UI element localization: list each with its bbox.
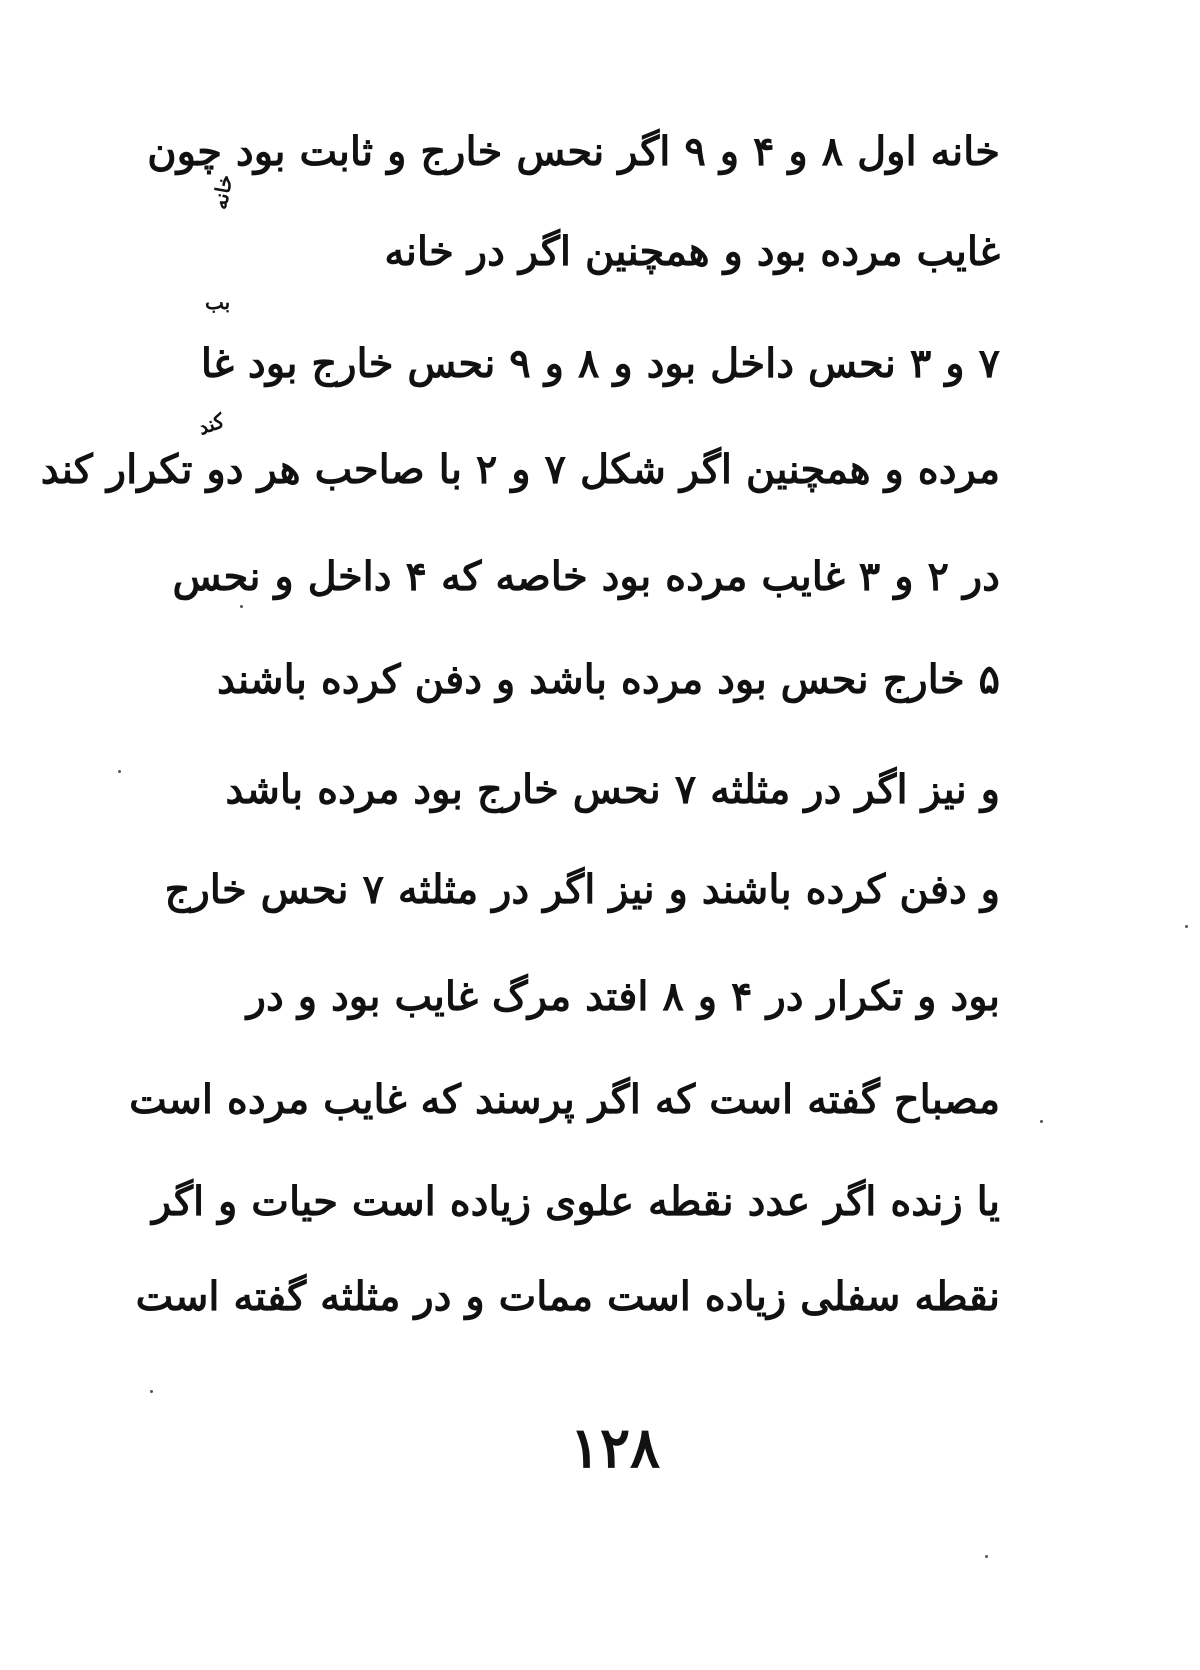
paper-speck xyxy=(985,1555,988,1558)
manuscript-line-2: غایب مرده بود و همچنین اگر در خانه xyxy=(384,228,1000,275)
margin-note-1: خانه xyxy=(207,172,238,212)
manuscript-line-1: خانه اول ۸ و ۴ و ۹ اگر نحس خارج و ثابت بود چون xyxy=(147,128,1000,175)
manuscript-text-block xyxy=(40,112,1000,1412)
page-number: ۱۲۸ xyxy=(569,1415,661,1481)
manuscript-line-9: بود و تکرار در ۴ و ۸ افتد مرگ غایب بود و در xyxy=(246,973,1000,1020)
paper-speck xyxy=(240,605,243,608)
paper-speck xyxy=(1185,925,1188,928)
manuscript-line-11: یا زنده اگر عدد نقطه علوی زیاده است حیات و اگر xyxy=(151,1178,1000,1225)
manuscript-line-10: مصباح گفته است که اگر پرسند که غایب مرده است xyxy=(129,1076,1000,1123)
manuscript-line-6: ۵ خارج نحس بود مرده باشد و دفن کرده باشند xyxy=(216,656,1000,703)
paper-speck xyxy=(150,1390,153,1393)
paper-speck xyxy=(1040,1120,1043,1123)
manuscript-line-12: نقطه سفلی زیاده است ممات و در مثلثه گفته است xyxy=(135,1273,1000,1320)
manuscript-line-8: و دفن کرده باشند و نیز اگر در مثلثه ۷ نحس خارج xyxy=(164,866,1000,913)
margin-note-3: کند xyxy=(194,408,228,440)
manuscript-line-3: ۷ و ۳ نحس داخل بود و ۸ و ۹ نحس خارج بود غا xyxy=(200,340,1000,387)
margin-note-2: بب xyxy=(205,290,231,314)
manuscript-line-5: در ۲ و ۳ غایب مرده بود خاصه که ۴ داخل و نحس xyxy=(172,553,1000,600)
manuscript-line-7: و نیز اگر در مثلثه ۷ نحس خارج بود مرده باشد xyxy=(225,766,1000,813)
manuscript-line-4: مرده و همچنین اگر شکل ۷ و ۲ با صاحب هر دو تکرار کند xyxy=(40,446,1000,493)
paper-speck xyxy=(118,770,121,773)
